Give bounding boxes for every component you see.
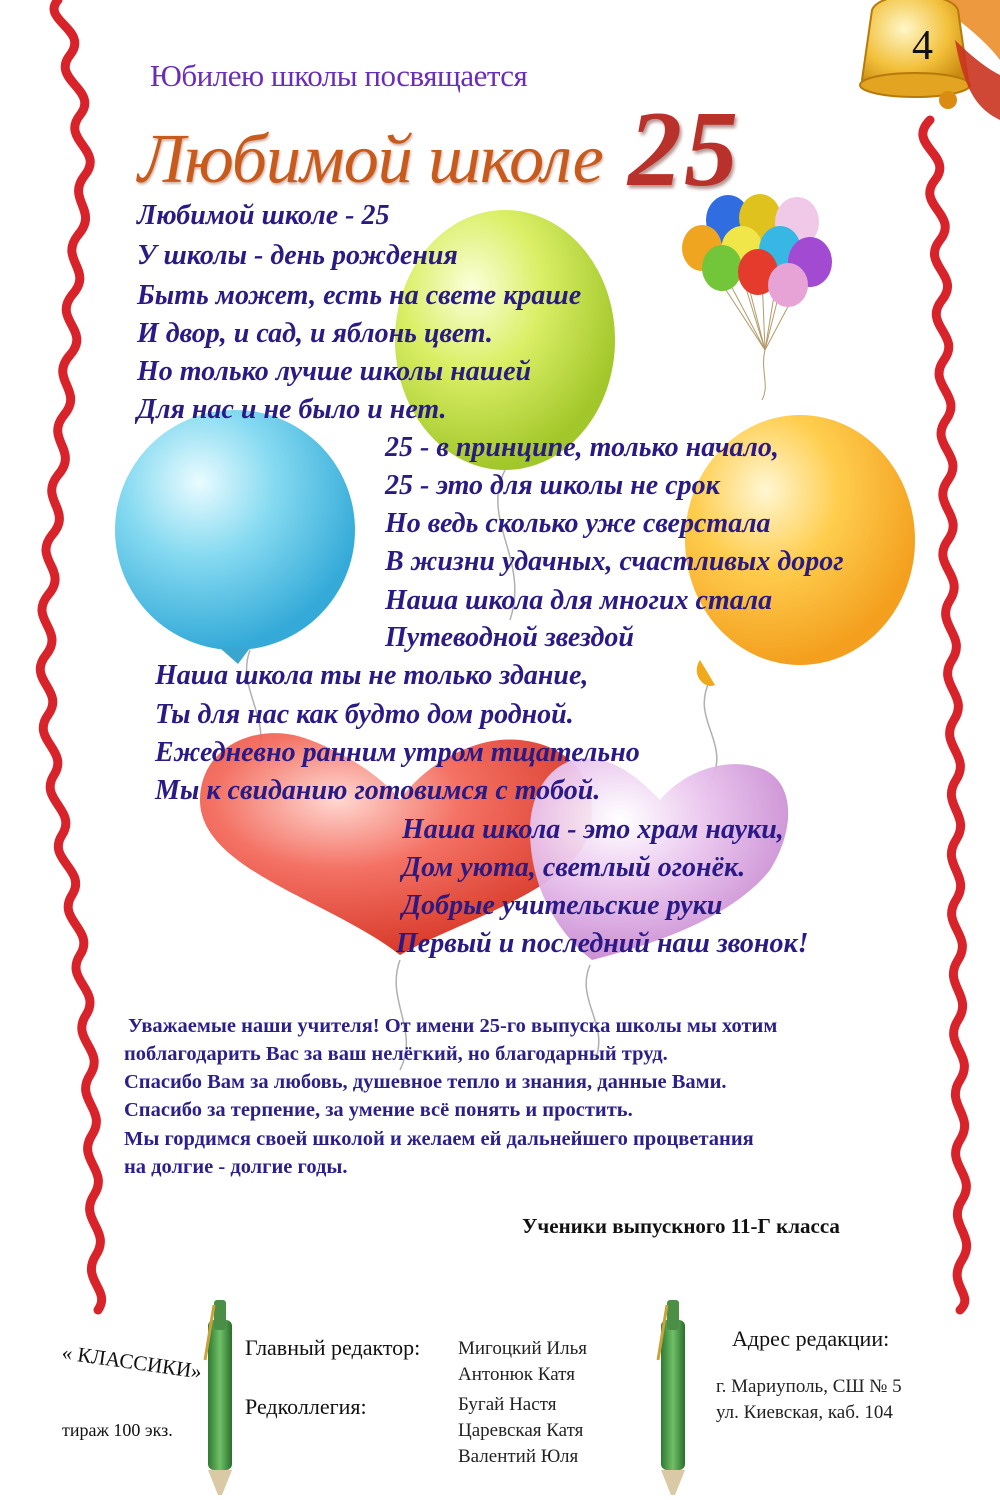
board-member: Валентий Юля xyxy=(458,1446,579,1467)
poem-line: Ежедневно ранним утром тщательно xyxy=(155,737,640,768)
poem-line: Любимой школе - 25 xyxy=(137,200,390,231)
page-title: Любимой школе xyxy=(138,121,603,198)
signature: Ученики выпускного 11-Г класса xyxy=(522,1214,840,1238)
left-ribbon xyxy=(40,0,101,1310)
editor-name: Антонюк Катя xyxy=(458,1364,575,1385)
poem-line: И двор, и сад, и яблонь цвет. xyxy=(137,318,493,349)
poem-line: Но только лучше школы нашей xyxy=(137,356,532,387)
poem-line: Первый и последний наш звонок! xyxy=(396,928,809,959)
office-label: Адрес редакции: xyxy=(732,1326,890,1351)
poem-line: Путеводной звездой xyxy=(385,622,634,653)
poem-line: У школы - день рождения xyxy=(137,240,458,271)
circulation: тираж 100 экз. xyxy=(62,1420,173,1440)
right-ribbon xyxy=(923,120,967,1310)
address-line: Мы гордимся своей школой и желаем ей дальнейшего процветания xyxy=(124,1128,754,1150)
pen-right-icon xyxy=(658,1300,685,1495)
poem-line: Добрые учительские руки xyxy=(402,890,723,921)
poem-line: Наша школа ты не только здание, xyxy=(155,660,589,691)
poem-line: Наша школа для многих стала xyxy=(385,585,773,616)
address-line: Спасибо Вам за любовь, душевное тепло и знания, данные Вами. xyxy=(124,1071,727,1093)
address-line: на долгие - долгие годы. xyxy=(124,1156,348,1178)
address-line: Уважаемые наши учителя! От имени 25-го выпуска школы мы хотим xyxy=(128,1015,778,1037)
poem-line: Дом уюта, светлый огонёк. xyxy=(402,852,746,883)
office-address-line: г. Мариуполь, СШ № 5 xyxy=(716,1376,902,1397)
poem-line: 25 - это для школы не срок xyxy=(385,470,720,501)
board-member: Царевская Катя xyxy=(458,1420,584,1441)
poem-line: Ты для нас как будто дом родной. xyxy=(155,699,574,730)
anniversary-number: 25 xyxy=(628,90,740,209)
page-number: 4 xyxy=(912,23,933,69)
balloon-bunch-icon xyxy=(682,194,832,400)
newspaper-name: « КЛАССИКИ» xyxy=(60,1340,204,1384)
subtitle: Юбилею школы посвящается xyxy=(150,58,528,93)
poem-line: Мы к свиданию готовимся с тобой. xyxy=(155,775,601,806)
address-line: Спасибо за терпение, за умение всё понять и простить. xyxy=(124,1099,633,1121)
board-label: Редколлегия: xyxy=(245,1394,367,1419)
board-member: Бугай Настя xyxy=(458,1394,557,1415)
poem-line: 25 - в принципе, только начало, xyxy=(385,432,779,463)
poem-line: В жизни удачных, счастливых дорог xyxy=(385,546,844,577)
poem-line: Наша школа - это храм науки, xyxy=(402,814,784,845)
address-line: поблагодарить Вас за ваш нелёгкий, но благодарный труд. xyxy=(124,1043,668,1065)
pen-left-icon xyxy=(205,1300,232,1495)
office-address-line: ул. Киевская, каб. 104 xyxy=(716,1402,893,1423)
editor-name: Мигоцкий Илья xyxy=(458,1338,587,1359)
poem-line: Для нас и не было и нет. xyxy=(137,394,447,425)
editor-label: Главный редактор: xyxy=(245,1335,421,1360)
poem-line: Но ведь сколько уже сверстала xyxy=(385,508,771,539)
poem-line: Быть может, есть на свете краше xyxy=(137,280,582,311)
